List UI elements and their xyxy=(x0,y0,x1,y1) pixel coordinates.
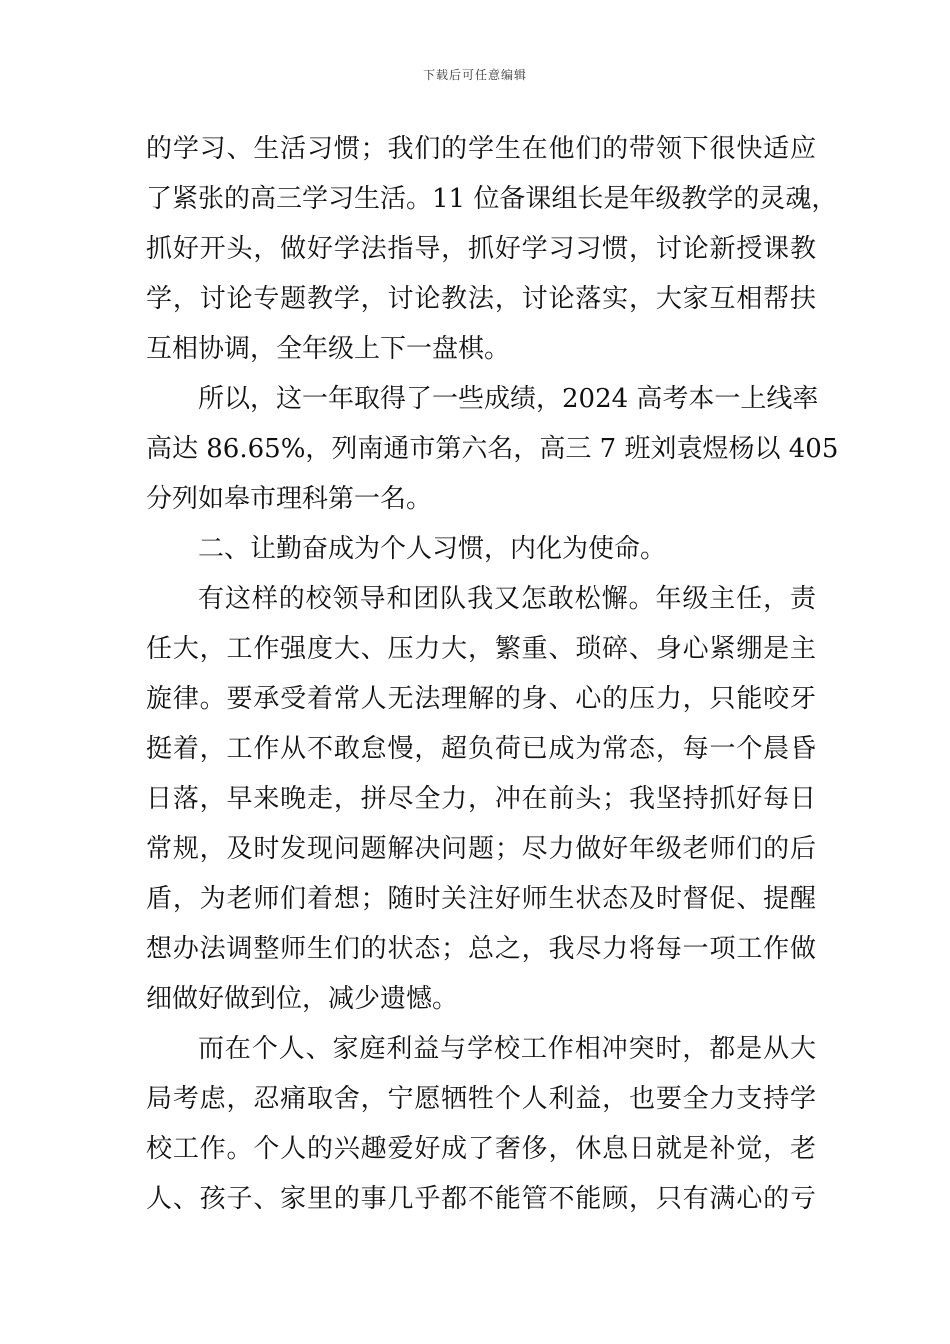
text-line: 挺着，工作从不敢怠慢，超负荷已成为常态，每一个晨昏 xyxy=(146,734,816,764)
text-line: 的学习、生活习惯；我们的学生在他们的带领下很快适应 xyxy=(146,134,816,164)
text-line: 校工作。个人的兴趣爱好成了奢侈，休息日就是补觉，老 xyxy=(146,1134,816,1164)
page-header: 下载后可任意编辑 xyxy=(422,68,527,82)
paragraph-first-line: 所以，这一年取得了一些成绩，2024 高考本一上线率 xyxy=(198,384,819,414)
document-body xyxy=(146,124,839,1224)
text-line: 高达 86.65%，列南通市第六名，高三 7 班刘袁煜杨以 405 xyxy=(146,434,839,464)
text-line: 任大，工作强度大、压力大，繁重、琐碎、身心紧绷是主 xyxy=(146,634,816,664)
text-line: 日落，早来晚走，拼尽全力，冲在前头；我坚持抓好每日 xyxy=(146,784,816,814)
text-line: 了紧张的高三学习生活。11 位备课组长是年级教学的灵魂， xyxy=(146,184,838,214)
text-line: 盾，为老师们着想；随时关注好师生状态及时督促、提醒 xyxy=(146,884,816,914)
section-heading: 二、让勤奋成为个人习惯，内化为使命。 xyxy=(198,534,667,564)
text-line: 互相协调，全年级上下一盘棋。 xyxy=(146,334,511,364)
paragraph-first-line: 有这样的校领导和团队我又怎敢松懈。年级主任，责 xyxy=(198,584,816,614)
paragraph-first-line: 而在个人、家庭利益与学校工作相冲突时，都是从大 xyxy=(198,1034,816,1064)
text-line: 想办法调整师生们的状态；总之，我尽力将每一项工作做 xyxy=(146,934,816,964)
text-line: 常规，及时发现问题解决问题；尽力做好年级老师们的后 xyxy=(146,834,816,864)
text-line: 细做好做到位，减少遗憾。 xyxy=(146,984,459,1014)
text-line: 分列如皋市理科第一名。 xyxy=(146,484,433,514)
text-line: 旋律。要承受着常人无法理解的身、心的压力，只能咬牙 xyxy=(146,684,816,714)
text-line: 人、孩子、家里的事几乎都不能管不能顾，只有满心的亏 xyxy=(146,1184,816,1214)
text-line: 学，讨论专题教学，讨论教法，讨论落实，大家互相帮扶 xyxy=(146,284,816,314)
text-line: 抓好开头，做好学法指导，抓好学习习惯，讨论新授课教 xyxy=(146,234,816,264)
text-line: 局考虑，忍痛取舍，宁愿牺牲个人利益，也要全力支持学 xyxy=(146,1084,816,1114)
